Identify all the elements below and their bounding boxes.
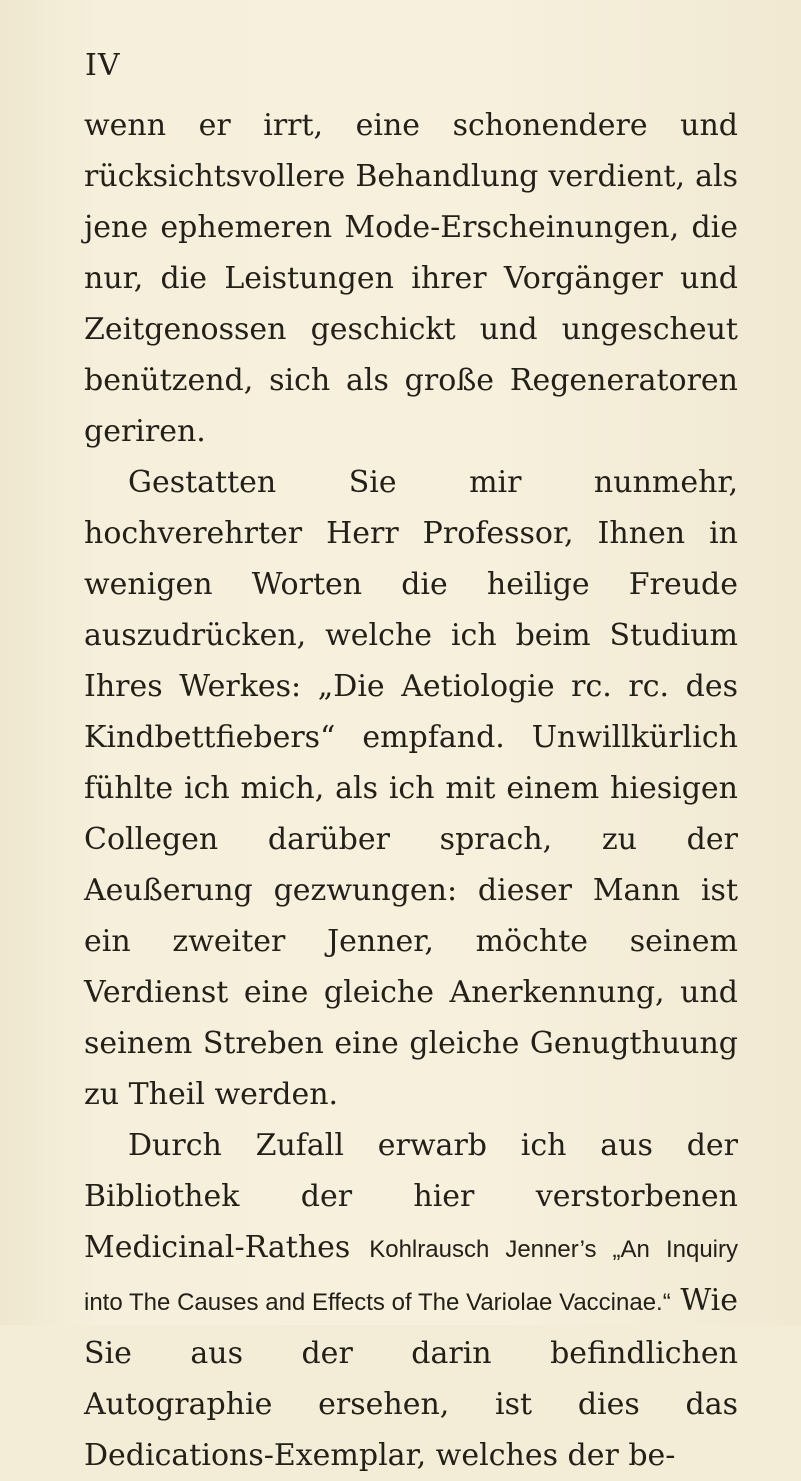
paragraph-3-text-start: Durch Zufall erwarb ich aus der Bibliothek der hier verstorbenen Medicinal-Rathes (84, 1128, 738, 1265)
paragraph-2: Gestatten Sie mir nunmehr, hochverehrter Herr Professor, Ihnen in wenigen Worten die heilige Freude auszudrücken, welche ich beim Studium Ihres Werkes: „Die Aetiologie rc. rc. des Kindbettfiebers“ empfand. Unwillkürlich fühlte ich mich, als ich mit einem hiesigen Collegen darüber sprach, zu der Aeußerung gezwungen: dieser Mann ist ein zweiter Jenner, möchte seinem Verdienst eine gleiche Anerkennung, und seinem Streben eine gleiche Genugthuung zu Theil werden. (84, 465, 738, 1112)
paragraph-3 (84, 1120, 738, 1481)
paragraph-1: wenn er irrt, eine schonendere und rücksichtsvollere Behandlung verdient, als jene ephemeren Mode-Erscheinungen, die nur, die Leistungen ihrer Vorgänger und Zeitgenossen geschickt und ungescheut benützend, sich als große Regeneratoren geriren. (84, 108, 738, 449)
body-text (84, 100, 738, 1481)
page-number: IV (85, 48, 121, 83)
paragraph-3-text-end: Wie Sie aus der darin befindlichen Autographie ersehen, ist dies das Dedications-Exemplar, welches der be- (84, 1283, 739, 1473)
paragraph-3-latin-citation: Kohlrausch Jenner’s „An Inquiry into The Causes and Effects of The Variolae Vaccinae.“ (84, 1236, 738, 1316)
